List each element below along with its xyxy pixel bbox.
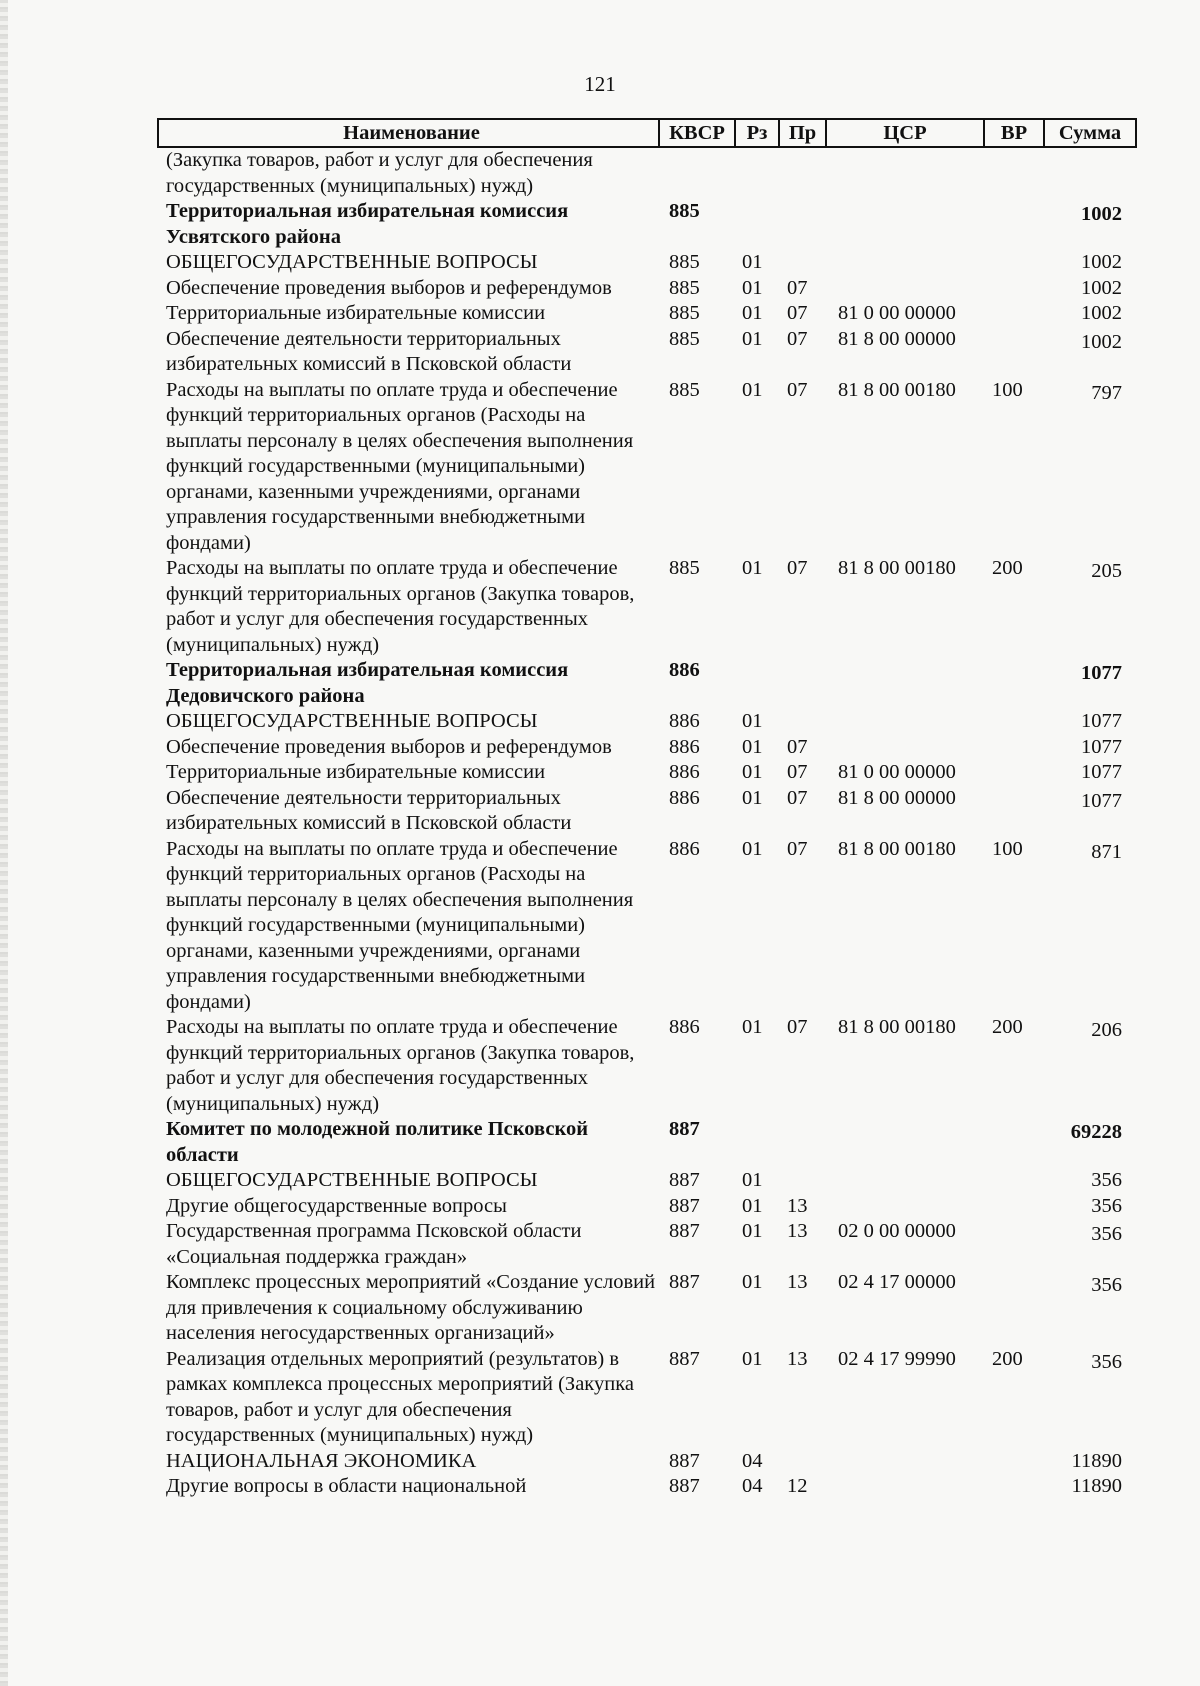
cell-rz: 01 <box>742 1271 763 1293</box>
cell-pr <box>779 1117 826 1168</box>
cell-sum: 1077 <box>1081 761 1122 783</box>
cell-rz: 01 <box>742 710 763 732</box>
cell-kvsr: 886 <box>669 735 700 758</box>
cell-name: ОБЩЕГОСУДАРСТВЕННЫЕ ВОПРОСЫ <box>166 1169 538 1191</box>
table-row <box>158 1168 1136 1194</box>
cell-name: Расходы на выплаты по оплате труда и обеспечение функций территориальных органов (Закупка товаров, работ и услуг для обеспечения государственных (муниципальных) нужд) <box>166 557 635 656</box>
cell-pr: 13 <box>787 1220 808 1242</box>
cell-vr <box>984 658 1044 709</box>
cell-vr <box>984 786 1044 837</box>
cell-name: Комитет по молодежной политике Псковской области <box>166 1118 589 1166</box>
cell-rz: 01 <box>742 251 763 273</box>
cell-sum: 1077 <box>1081 710 1122 732</box>
cell-rz: 04 <box>742 1449 763 1472</box>
cell-kvsr: 885 <box>669 200 700 222</box>
cell-name: (Закупка товаров, работ и услуг для обеспечения государственных (муниципальных) нужд) <box>166 149 593 197</box>
table-row <box>158 1270 1136 1347</box>
cell-rz: 01 <box>742 1220 763 1242</box>
table-row <box>158 147 1136 199</box>
cell-vr <box>984 1449 1044 1475</box>
cell-csr: 81 8 00 00180 <box>838 378 956 401</box>
header-rz: Рз <box>735 119 779 147</box>
header-name: Наименование <box>158 119 659 147</box>
cell-rz: 01 <box>742 1194 763 1217</box>
cell-pr: 07 <box>787 378 808 401</box>
cell-rz: 01 <box>742 327 763 350</box>
cell-csr: 81 8 00 00000 <box>838 786 956 809</box>
cell-sum: 206 <box>1091 1019 1122 1041</box>
cell-kvsr: 887 <box>669 1194 700 1217</box>
table-row <box>158 1449 1136 1475</box>
table-row <box>158 327 1136 378</box>
cell-csr <box>826 1168 984 1194</box>
cell-name: Комплекс процессных мероприятий «Создание условий для привлечения к социальному обслуживанию населения негосударственных организаций» <box>166 1271 656 1344</box>
cell-vr <box>984 709 1044 735</box>
cell-rz: 01 <box>742 1016 763 1038</box>
cell-rz: 01 <box>742 735 763 758</box>
cell-vr: 200 <box>992 1347 1023 1370</box>
cell-vr <box>984 147 1044 199</box>
cell-csr: 81 8 00 00180 <box>838 1016 956 1038</box>
table-row <box>158 378 1136 557</box>
cell-pr: 07 <box>787 735 808 758</box>
page-number: 121 <box>584 72 616 96</box>
cell-kvsr: 886 <box>669 710 700 732</box>
cell-kvsr: 885 <box>669 251 700 273</box>
cell-vr <box>984 1194 1044 1220</box>
cell-kvsr: 885 <box>669 327 700 350</box>
cell-csr: 81 0 00 00000 <box>838 761 956 783</box>
cell-sum: 1002 <box>1081 302 1122 324</box>
cell-csr <box>826 199 984 250</box>
table-row <box>158 837 1136 1016</box>
cell-sum: 1002 <box>1081 276 1122 299</box>
cell-rz: 01 <box>742 837 763 860</box>
table-row <box>158 1219 1136 1270</box>
cell-vr <box>984 1270 1044 1347</box>
cell-csr <box>826 147 984 199</box>
cell-rz: 01 <box>742 1347 763 1370</box>
table-row <box>158 709 1136 735</box>
cell-sum: 1077 <box>1081 735 1122 758</box>
cell-csr: 81 8 00 00180 <box>838 557 956 579</box>
cell-vr <box>984 301 1044 327</box>
cell-vr <box>984 1219 1044 1270</box>
cell-pr: 07 <box>787 327 808 350</box>
cell-rz <box>735 658 779 709</box>
cell-kvsr: 887 <box>669 1475 700 1497</box>
cell-vr: 200 <box>992 1016 1023 1038</box>
cell-pr <box>779 1168 826 1194</box>
cell-vr <box>984 199 1044 250</box>
cell-rz <box>735 147 779 199</box>
cell-name: НАЦИОНАЛЬНАЯ ЭКОНОМИКА <box>166 1449 477 1472</box>
cell-name: Территориальная избирательная комиссия Дедовичского района <box>166 659 569 707</box>
cell-sum: 797 <box>1091 381 1122 404</box>
table-row <box>158 301 1136 327</box>
cell-name: Обеспечение проведения выборов и референдумов <box>166 276 612 299</box>
cell-pr: 07 <box>787 1016 808 1038</box>
cell-pr: 07 <box>787 837 808 860</box>
cell-kvsr: 886 <box>669 761 700 783</box>
cell-pr <box>779 250 826 276</box>
cell-sum: 205 <box>1091 560 1122 582</box>
cell-name: Обеспечение проведения выборов и референдумов <box>166 735 612 758</box>
cell-vr <box>984 1168 1044 1194</box>
cell-csr <box>826 735 984 761</box>
cell-pr: 07 <box>787 557 808 579</box>
cell-sum: 1002 <box>1081 203 1122 225</box>
cell-kvsr: 887 <box>669 1347 700 1370</box>
cell-kvsr: 887 <box>669 1271 700 1293</box>
cell-vr <box>984 735 1044 761</box>
cell-vr <box>984 760 1044 786</box>
table-row <box>158 250 1136 276</box>
header-sum: Сумма <box>1044 119 1136 147</box>
header-csr: ЦСР <box>826 119 984 147</box>
cell-rz <box>735 199 779 250</box>
cell-csr <box>826 250 984 276</box>
cell-sum: 871 <box>1091 840 1122 863</box>
cell-rz: 01 <box>742 786 763 809</box>
header-vr: ВР <box>984 119 1044 147</box>
cell-csr: 02 4 17 00000 <box>838 1271 956 1293</box>
cell-vr: 200 <box>992 557 1023 579</box>
cell-csr <box>826 1449 984 1475</box>
cell-csr: 81 8 00 00000 <box>838 327 956 350</box>
cell-name: Расходы на выплаты по оплате труда и обеспечение функций территориальных органов (Закупка товаров, работ и услуг для обеспечения государственных (муниципальных) нужд) <box>166 1016 635 1115</box>
cell-kvsr: 885 <box>669 276 700 299</box>
table-body <box>158 147 1136 1500</box>
header-kvsr: КВСР <box>659 119 735 147</box>
cell-kvsr: 885 <box>669 378 700 401</box>
cell-rz <box>735 1117 779 1168</box>
cell-sum: 11890 <box>1071 1449 1122 1472</box>
cell-pr <box>779 199 826 250</box>
cell-sum: 356 <box>1091 1223 1122 1245</box>
cell-vr <box>984 250 1044 276</box>
cell-kvsr: 887 <box>669 1169 700 1191</box>
cell-sum: 356 <box>1091 1274 1122 1296</box>
table-row <box>158 735 1136 761</box>
cell-sum: 11890 <box>1071 1475 1122 1497</box>
cell-pr: 07 <box>787 786 808 809</box>
cell-sum: 1002 <box>1081 251 1122 273</box>
cell-vr <box>984 327 1044 378</box>
table-row <box>158 199 1136 250</box>
table-row <box>158 786 1136 837</box>
cell-sum: 69228 <box>1070 1121 1122 1143</box>
cell-kvsr: 885 <box>669 302 700 324</box>
cell-name: Другие вопросы в области национальной <box>166 1475 527 1497</box>
cell-csr <box>826 1117 984 1168</box>
cell-rz: 01 <box>742 761 763 783</box>
cell-rz: 01 <box>742 557 763 579</box>
cell-rz: 04 <box>742 1475 763 1497</box>
cell-kvsr: 886 <box>669 786 700 809</box>
cell-kvsr: 885 <box>669 557 700 579</box>
table-row <box>158 1015 1136 1117</box>
cell-pr <box>779 1449 826 1475</box>
cell-sum: 356 <box>1091 1194 1122 1217</box>
cell-sum: 1077 <box>1081 662 1122 684</box>
cell-csr <box>826 709 984 735</box>
cell-pr: 07 <box>787 302 808 324</box>
table-row <box>158 276 1136 302</box>
budget-table <box>157 118 1137 1500</box>
cell-pr: 13 <box>787 1271 808 1293</box>
table-row <box>158 1194 1136 1220</box>
table-row <box>158 1117 1136 1168</box>
cell-rz: 01 <box>742 302 763 324</box>
cell-csr <box>826 1474 984 1500</box>
cell-csr <box>826 276 984 302</box>
cell-kvsr <box>659 147 735 199</box>
cell-csr: 81 0 00 00000 <box>838 302 956 324</box>
cell-kvsr: 887 <box>669 1118 700 1140</box>
cell-name: Расходы на выплаты по оплате труда и обеспечение функций территориальных органов (Расходы на выплаты персоналу в целях обеспечения выполнения функций государственными (муниципальными) органами, казенными учреждениями, органами управления государственными внебюджетными фондами) <box>166 837 634 1013</box>
cell-csr <box>826 658 984 709</box>
cell-name: Обеспечение деятельности территориальных избирательных комиссий в Псковской области <box>166 786 572 834</box>
cell-name: Территориальные избирательные комиссии <box>166 761 546 783</box>
header-pr: Пр <box>779 119 826 147</box>
cell-vr: 100 <box>992 837 1023 860</box>
cell-name: ОБЩЕГОСУДАРСТВЕННЫЕ ВОПРОСЫ <box>166 710 538 732</box>
table-header-row <box>158 119 1136 147</box>
cell-csr: 02 4 17 99990 <box>838 1347 956 1370</box>
cell-pr: 07 <box>787 761 808 783</box>
scan-edge <box>0 0 8 1686</box>
cell-csr: 81 8 00 00180 <box>838 837 956 860</box>
cell-vr <box>984 276 1044 302</box>
table-row <box>158 1474 1136 1500</box>
cell-vr: 100 <box>992 378 1023 401</box>
cell-kvsr: 886 <box>669 837 700 860</box>
table-row <box>158 1347 1136 1449</box>
cell-vr <box>984 1117 1044 1168</box>
cell-name: Территориальная избирательная комиссия Усвятского района <box>166 200 569 248</box>
cell-rz: 01 <box>742 378 763 401</box>
cell-pr <box>779 658 826 709</box>
table-row <box>158 658 1136 709</box>
cell-csr: 02 0 00 00000 <box>838 1220 956 1242</box>
cell-sum <box>1044 147 1136 199</box>
cell-name: Обеспечение деятельности территориальных избирательных комиссий в Псковской области <box>166 327 572 375</box>
cell-rz: 01 <box>742 276 763 299</box>
cell-pr: 07 <box>787 276 808 299</box>
cell-sum: 1077 <box>1081 789 1122 812</box>
cell-kvsr: 886 <box>669 659 700 681</box>
cell-pr: 13 <box>787 1194 808 1217</box>
cell-name: Реализация отдельных мероприятий (результатов) в рамках комплекса процессных мероприятий (Закупка товаров, работ и услуг для обеспечения государственных (муниципальных) нужд) <box>166 1347 634 1446</box>
cell-sum: 356 <box>1091 1169 1122 1191</box>
cell-sum: 356 <box>1091 1350 1122 1373</box>
cell-pr <box>779 147 826 199</box>
cell-name: Другие общегосударственные вопросы <box>166 1194 507 1217</box>
cell-pr: 13 <box>787 1347 808 1370</box>
cell-name: Государственная программа Псковской области «Социальная поддержка граждан» <box>166 1220 582 1268</box>
cell-sum: 1002 <box>1081 330 1122 353</box>
cell-name: Расходы на выплаты по оплате труда и обеспечение функций территориальных органов (Расходы на выплаты персоналу в целях обеспечения выполнения функций государственными (муниципальными) органами, казенными учреждениями, органами управления государственными внебюджетными фондами) <box>166 378 634 554</box>
cell-pr <box>779 709 826 735</box>
cell-name: Территориальные избирательные комиссии <box>166 302 546 324</box>
cell-kvsr: 887 <box>669 1449 700 1472</box>
cell-kvsr: 886 <box>669 1016 700 1038</box>
cell-csr <box>826 1194 984 1220</box>
cell-kvsr: 887 <box>669 1220 700 1242</box>
table-row <box>158 760 1136 786</box>
cell-pr: 12 <box>787 1475 808 1497</box>
cell-vr <box>984 1474 1044 1500</box>
cell-rz: 01 <box>742 1169 763 1191</box>
table-row <box>158 556 1136 658</box>
cell-name: ОБЩЕГОСУДАРСТВЕННЫЕ ВОПРОСЫ <box>166 251 538 273</box>
